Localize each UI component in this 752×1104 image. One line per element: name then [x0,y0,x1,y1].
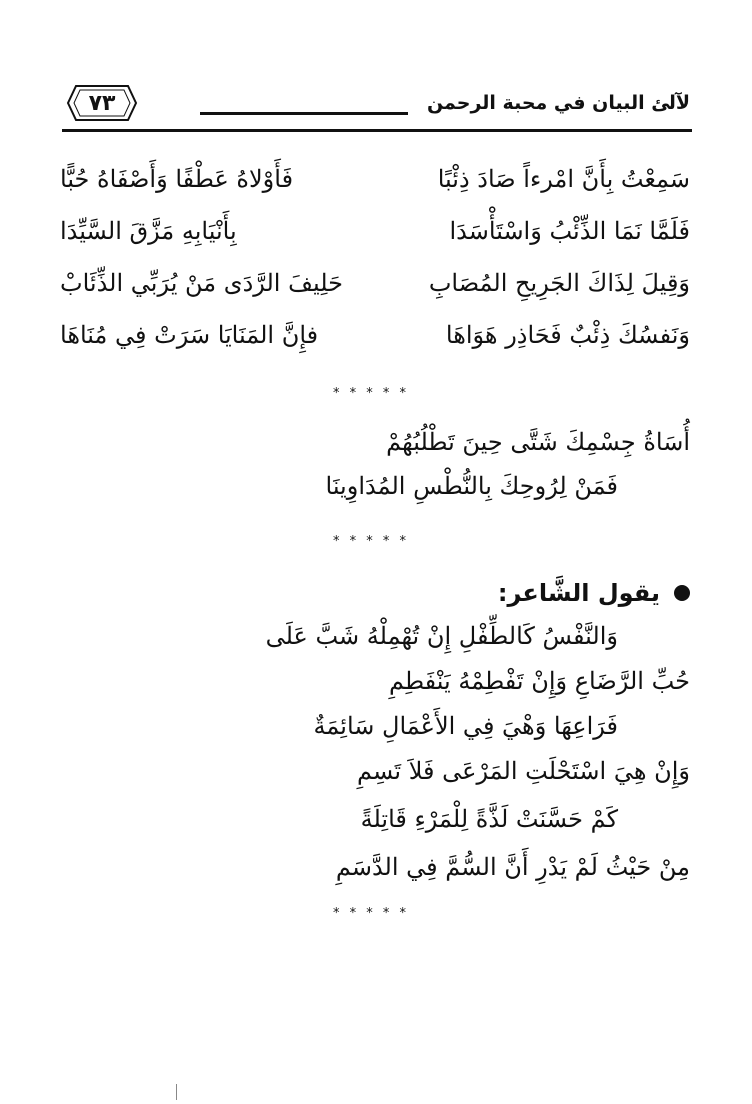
verse-row [60,258,690,308]
poem-line: كَمْ حَسَّنَتْ لَذَّةً لِلْمَرْءِ قَاتِلَةً [360,805,618,833]
verse-second-hemistich: فَأَوْلاهُ عَطْفًا وَأَصْفَاهُ حُبًّا [60,165,294,193]
poem-line: أُسَاةُ جِسْمِكَ شَتَّى حِينَ تَطْلُبُهُمْ [386,428,690,456]
section-separator: * * * * * [332,386,410,401]
page-number: ٧٣ [88,90,116,116]
scan-mark [176,1084,177,1100]
poem-line: وَالنَّفْسُ كَالطِّفْلِ إِنْ تُهْمِلْهُ شَبَّ عَلَى [265,622,618,650]
verse-first-hemistich: وَقِيلَ لِذَاكَ الجَرِيحِ المُصَابِ [428,269,690,297]
poem-line: فَمَنْ لِرُوحِكَ بِالنُّطْسِ المُدَاوِينَا [325,472,618,500]
verse-second-hemistich: فإِنَّ المَنَايَا سَرَتْ فِي مُنَاهَا [60,321,319,349]
verse-row [60,206,690,256]
verse-row [60,154,690,204]
poem-line: فَرَاعِهَا وَهْيَ فِي الأَعْمَالِ سَائِمَةٌ [313,712,618,740]
verse-first-hemistich: سَمِعْتُ بِأَنَّ امْرءاً صَادَ ذِئْبًا [437,165,690,193]
verse-first-hemistich: فَلَمَّا نَمَا الذِّئْبُ وَاسْتَأْسَدَا [449,217,690,245]
header-rule [62,129,692,132]
running-title: لآلئ البيان في محبة الرحمن [426,92,690,114]
poem-line: مِنْ حَيْثُ لَمْ يَدْرِ أَنَّ السُّمَّ فِي الدَّسَمِ [335,853,690,881]
poem-line: حُبِّ الرَّضَاعِ وَإِنْ تَفْطِمْهُ يَنْفَطِمِ [388,667,690,695]
verse-second-hemistich: حَلِيفَ الرَّدَى مَنْ يُرَبِّي الذِّئَابْ [60,269,343,297]
section-separator: * * * * * [332,534,410,549]
verse-row [60,310,690,360]
section-heading [498,573,690,613]
header-short-rule [200,112,408,115]
verse-first-hemistich: وَنَفسُكَ ذِئْبٌ فَحَاذِر هَوَاهَا [445,321,690,349]
bullet-icon [674,585,690,601]
section-heading-text: يقول الشَّاعر: [497,579,660,607]
verse-second-hemistich: بِأَنْيَابِهِ مَزَّقَ السَّيِّدَا [60,217,237,245]
page-number-badge [66,84,138,122]
section-separator: * * * * * [332,906,410,921]
poem-line: وَإِنْ هِيَ اسْتَحْلَتِ المَرْعَى فَلاَ تَسِمِ [357,757,690,785]
